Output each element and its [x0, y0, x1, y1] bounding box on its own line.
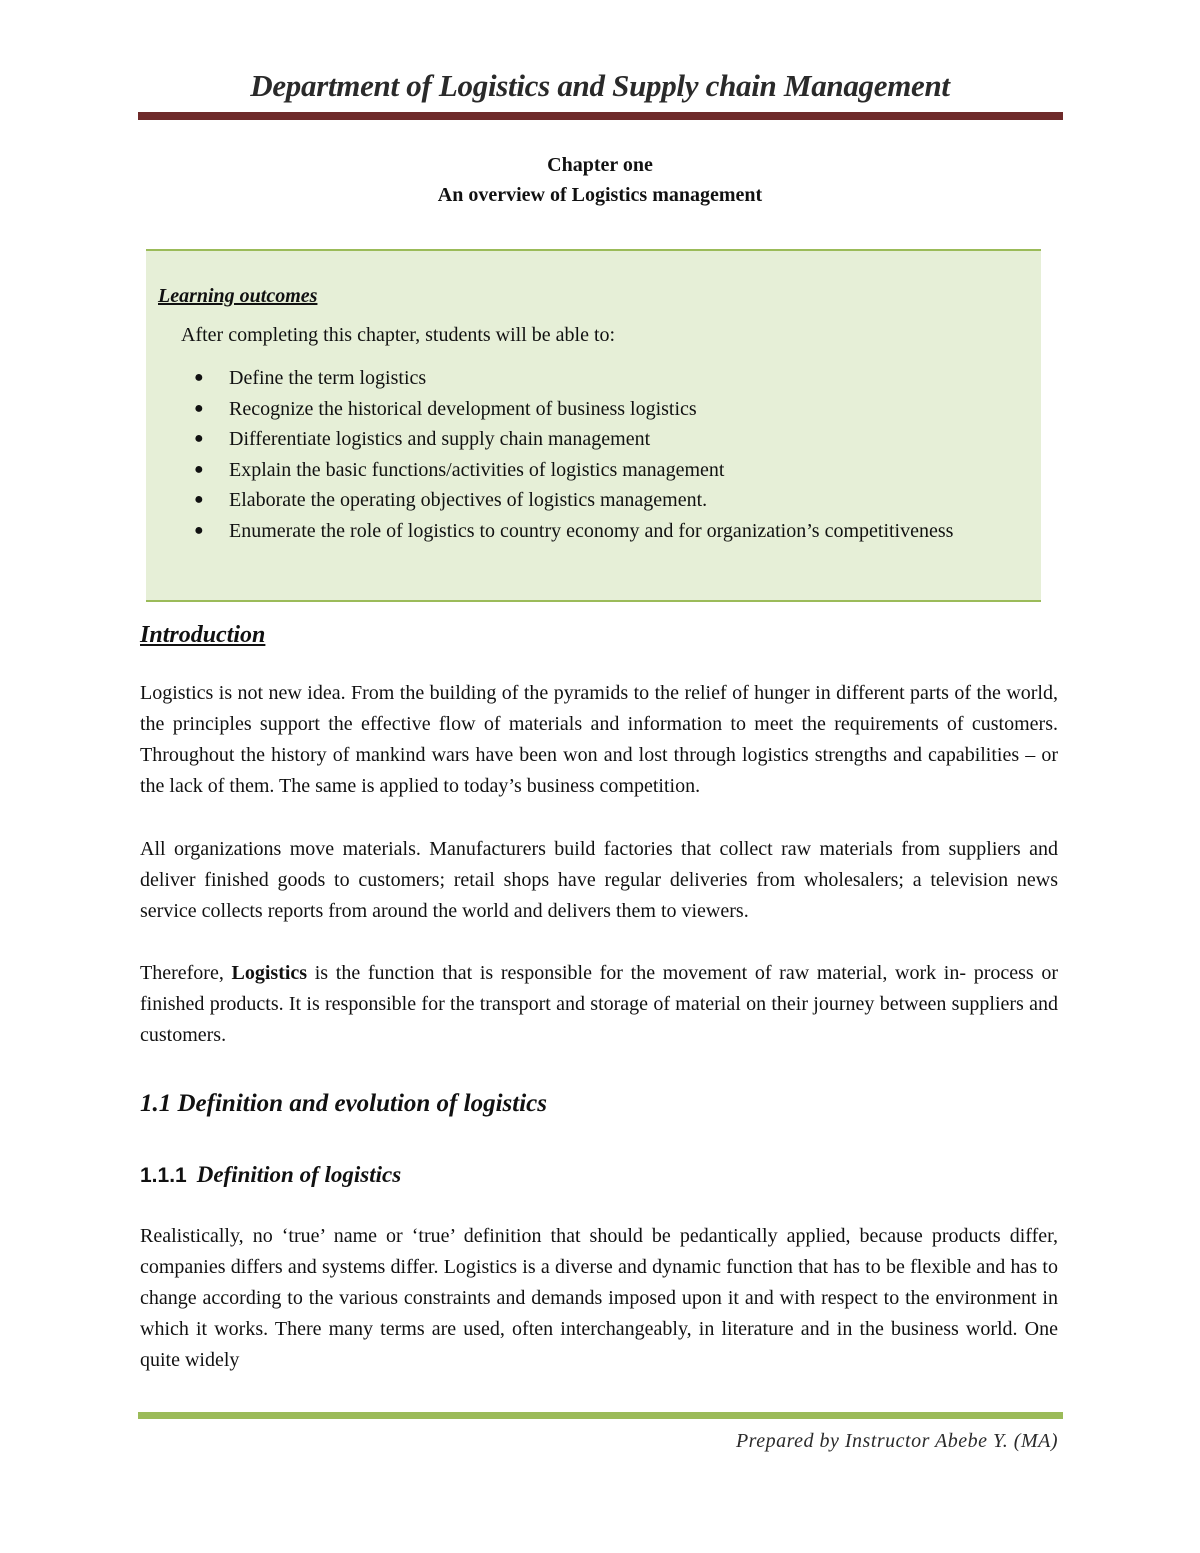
- learning-outcomes-list: [194, 363, 1029, 546]
- list-item: [194, 394, 1029, 425]
- list-item-text: Recognize the historical development of business logistics: [229, 397, 697, 420]
- list-item: [194, 485, 1029, 516]
- introduction-heading: Introduction: [140, 622, 266, 648]
- list-item-text: Elaborate the operating objectives of logistics management.: [229, 489, 708, 511]
- list-item-text: Differentiate logistics and supply chain management: [229, 428, 651, 450]
- footer-author: Prepared by Instructor Abebe Y. (MA): [735, 1430, 1058, 1452]
- subsection-title: Definition of logistics: [196, 1162, 402, 1187]
- list-item: [194, 363, 1029, 394]
- learning-outcomes-intro: After completing this chapter, students will be able to:: [181, 324, 616, 346]
- paragraph-rest: is the function that is responsible for the movement of raw material, work in- process or finished products. It is responsible for the transport and storage of material on their journey between suppliers and customers.: [140, 962, 1059, 1046]
- chapter-number: Chapter one: [547, 154, 653, 176]
- footer-divider: [138, 1412, 1063, 1419]
- list-item: [194, 455, 1029, 486]
- header-divider: [138, 112, 1063, 120]
- list-item-text: Explain the basic functions/activities of logistics management: [229, 458, 725, 481]
- paragraph-prefix: Therefore,: [140, 962, 232, 984]
- list-item: [194, 424, 1029, 455]
- page-header-title: Department of Logistics and Supply chain Management: [250, 68, 950, 103]
- subsection-number: 1.1.1: [140, 1164, 187, 1187]
- subsection-heading: [140, 1162, 401, 1188]
- list-item-text: Enumerate the role of logistics to country economy and for organization’s competitiveness: [229, 519, 954, 542]
- learning-outcomes-box: [146, 249, 1041, 602]
- bullet-icon: ●: [194, 460, 204, 478]
- list-item-text: Define the term logistics: [229, 367, 427, 389]
- introduction-paragraph-3: [140, 958, 1058, 1051]
- introduction-paragraph-2: All organizations move materials. Manufacturers build factories that collect raw materials from suppliers and deliver finished goods to customers; retail shops have regular deliveries from wholesalers; a television news service collects reports from around the world and delivers them to viewers.: [140, 838, 1058, 922]
- chapter-title: An overview of Logistics management: [437, 184, 763, 206]
- bullet-icon: ●: [194, 369, 204, 386]
- definition-paragraph: Realistically, no ‘true’ name or ‘true’ definition that should be pedantically applied, because products differ, companies differs and systems differ. Logistics is a diverse and dynamic function that has to be flexible and has to change according to the various constraints and demands imposed upon it and with respect to the environment in which it works. There many terms are used, often interchangeably, in literature and in the business world. One quite widely: [140, 1225, 1058, 1371]
- logistics-term: Logistics: [231, 962, 308, 984]
- list-item: [194, 516, 1029, 547]
- chapter-heading-block: [0, 150, 1200, 210]
- learning-outcomes-heading: Learning outcomes: [158, 285, 318, 307]
- section-heading: 1.1 Definition and evolution of logistics: [140, 1090, 547, 1117]
- bullet-icon: ●: [194, 491, 204, 508]
- bullet-icon: ●: [194, 399, 204, 417]
- introduction-paragraph-1: Logistics is not new idea. From the building of the pyramids to the relief of hunger in different parts of the world, the principles support the effective flow of materials and information to meet the requirements of customers. Throughout the history of mankind wars have been won and lost through logistics strengths and capabilities – or the lack of them. The same is applied to today’s business competition.: [140, 682, 1058, 797]
- bullet-icon: ●: [194, 521, 204, 539]
- bullet-icon: ●: [194, 430, 204, 447]
